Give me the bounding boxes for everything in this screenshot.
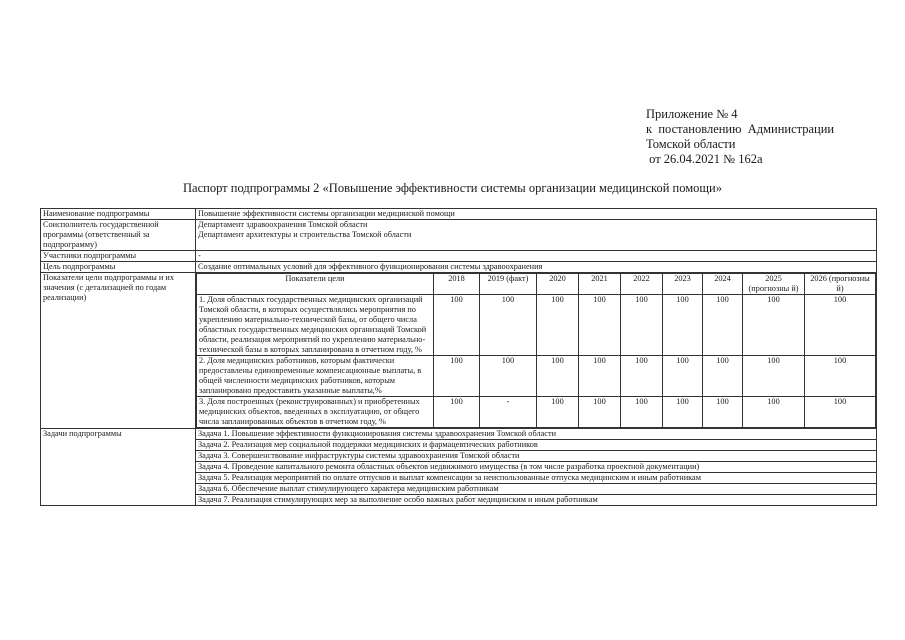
- indicators-table: [196, 273, 876, 428]
- row-value: Создание оптимальных условий для эффективного функционирования системы здравоохранения: [196, 262, 877, 273]
- table-row: [41, 429, 877, 440]
- row-value: [196, 220, 877, 251]
- year-header: 2024: [703, 274, 743, 295]
- indicator-text: 2. Доля медицинских работников, которым фактически предоставлены единовременные компенсационные выплаты, в общей численности медицинских работников, которым запланировано предоставить указанные выплаты,%: [197, 356, 434, 397]
- table-row: [41, 262, 877, 273]
- indicator-value: 100: [663, 295, 703, 356]
- year-header: 2020: [537, 274, 579, 295]
- task-cell: Задача 6. Обеспечение выплат стимулирующего характера медицинским работникам: [196, 484, 877, 495]
- year-header: 2018: [434, 274, 480, 295]
- passport-table: [40, 208, 877, 506]
- indicator-value: 100: [434, 356, 480, 397]
- table-row: [41, 209, 877, 220]
- task-cell: Задача 5. Реализация мероприятий по оплате отпусков и выплат компенсации за неиспользованные отпуска медицинским и иным работникам: [196, 473, 877, 484]
- indicator-value: 100: [434, 397, 480, 428]
- indicator-value: 100: [621, 295, 663, 356]
- task-cell: Задача 1. Повышение эффективности функционирования системы здравоохранения Томской области: [196, 429, 877, 440]
- document-title: Паспорт подпрограммы 2 «Повышение эффективности системы организации медицинской помощи»: [183, 181, 722, 195]
- indicator-row: [197, 397, 876, 428]
- year-header: 2021: [579, 274, 621, 295]
- task-cell: Задача 2. Реализация мер социальной поддержки медицинских и фармацевтических работников: [196, 440, 877, 451]
- executor-line: Департамент здравоохранения Томской области: [198, 220, 368, 229]
- indicators-header-row: [197, 274, 876, 295]
- indicator-row: [197, 295, 876, 356]
- indicator-value: 100: [621, 356, 663, 397]
- indicator-value: 100: [480, 356, 537, 397]
- row-label: Задачи подпрограммы: [41, 429, 196, 506]
- indicator-value: 100: [743, 295, 805, 356]
- table-row: [41, 251, 877, 262]
- row-label: Соисполнитель государственной программы (ответственный за подпрограмму): [41, 220, 196, 251]
- indicator-value: 100: [663, 397, 703, 428]
- indicator-value: 100: [743, 397, 805, 428]
- indicator-row: [197, 356, 876, 397]
- row-label: Показатели цели подпрограммы и их значения (с детализацией по годам реализации): [41, 273, 196, 429]
- indicator-value: 100: [703, 356, 743, 397]
- appendix-line: Приложение № 4: [646, 107, 738, 121]
- task-cell: Задача 3. Совершенствование инфраструктуры системы здравоохранения Томской области: [196, 451, 877, 462]
- indicator-text: 1. Доля областных государственных медицинских организаций Томской области, в которых осуществлялись мероприятия по укреплению материально-технической базы, от общего числа областных государственных медицинских организаций Томской области, реализация мероприятий по укреплению материально-технической базы в которых запланирована в отчетном году, %: [197, 295, 434, 356]
- indicator-value: 100: [579, 397, 621, 428]
- table-row: [41, 220, 877, 251]
- appendix-line: от 26.04.2021 № 162а: [646, 152, 763, 166]
- task-cell: Задача 7. Реализация стимулирующих мер за выполнение особо важных работ медицинским и иным работникам: [196, 495, 877, 506]
- appendix-line: к постановлению Администрации: [646, 122, 835, 136]
- year-header: 2023: [663, 274, 703, 295]
- table-row: [41, 273, 877, 429]
- indicator-value: 100: [703, 295, 743, 356]
- appendix-line: Томской области: [646, 137, 736, 151]
- indicator-value: 100: [805, 397, 876, 428]
- row-label: Наименование подпрограммы: [41, 209, 196, 220]
- executor-line: Департамент архитектуры и строительства Томской области: [198, 230, 412, 239]
- indicator-value: 100: [743, 356, 805, 397]
- indicators-cell: [196, 273, 877, 429]
- indicator-value: -: [480, 397, 537, 428]
- row-label: Цель подпрограммы: [41, 262, 196, 273]
- indicator-value: 100: [663, 356, 703, 397]
- indicator-value: 100: [579, 295, 621, 356]
- indicator-value: 100: [537, 397, 579, 428]
- indicator-value: 100: [537, 356, 579, 397]
- indicator-value: 100: [703, 397, 743, 428]
- indicator-value: 100: [579, 356, 621, 397]
- year-header: 2025 (прогнозны й): [743, 274, 805, 295]
- indicator-header-name: Показатели цели: [197, 274, 434, 295]
- indicator-value: 100: [537, 295, 579, 356]
- year-header: 2019 (факт): [480, 274, 537, 295]
- indicator-value: 100: [480, 295, 537, 356]
- indicator-value: 100: [805, 356, 876, 397]
- indicator-value: 100: [805, 295, 876, 356]
- indicator-text: 3. Доля построенных (реконструированных) и приобретенных медицинских объектов, введенных в эксплуатацию, от общего числа запланированных объектов в отчетном году, %: [197, 397, 434, 428]
- year-header: 2026 (прогнозны й): [805, 274, 876, 295]
- row-value: Повышение эффективности системы организации медицинской помощи: [196, 209, 877, 220]
- appendix-block: [646, 107, 834, 167]
- year-header: 2022: [621, 274, 663, 295]
- task-cell: Задача 4. Проведение капитального ремонта областных объектов недвижимого имущества (в том числе разработка проектной документации): [196, 462, 877, 473]
- indicator-value: 100: [621, 397, 663, 428]
- row-label: Участники подпрограммы: [41, 251, 196, 262]
- row-value: -: [196, 251, 877, 262]
- indicator-value: 100: [434, 295, 480, 356]
